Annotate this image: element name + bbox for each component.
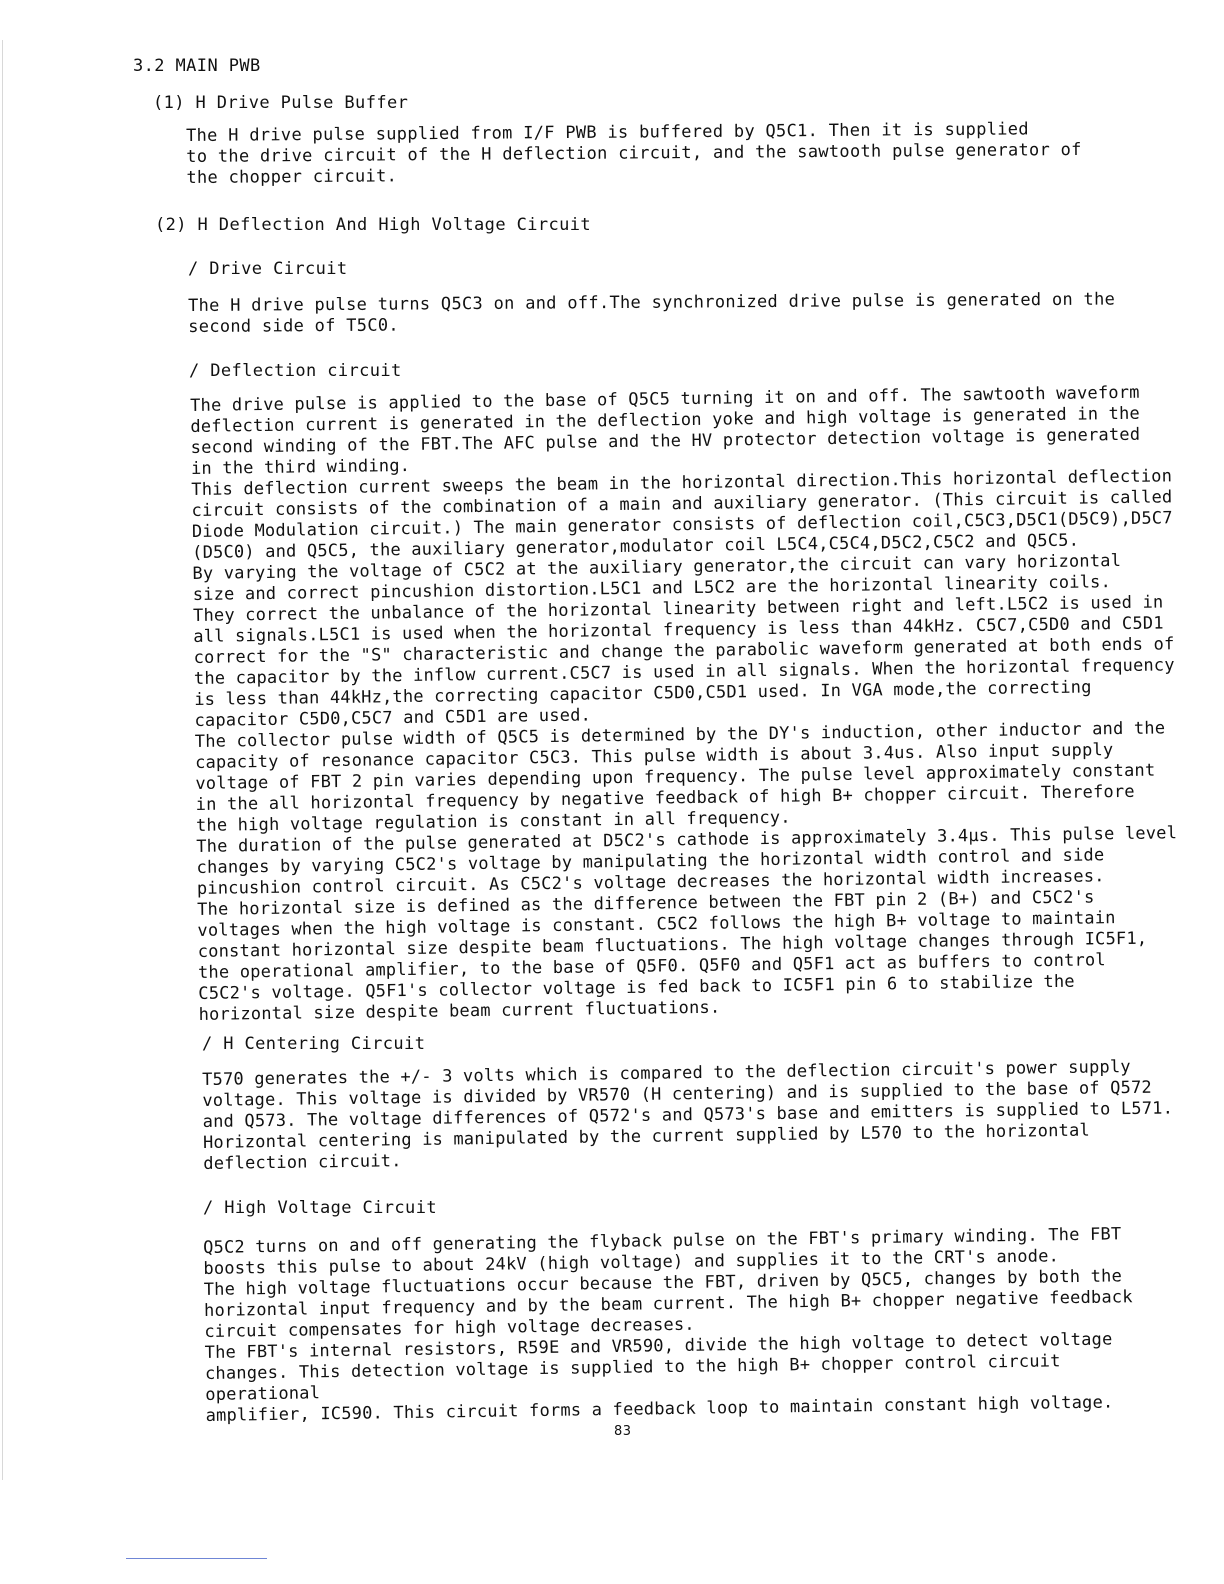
h-centering-heading: / H Centering Circuit — [202, 1034, 426, 1054]
h-centering-paragraph: T570 generates the +/- 3 volts which is compared to the deflection circuit's power supply voltage. This voltage is divided by VR570 (H centering) and is supplied to the base of Q572 and Q573. The voltage differences of Q572's and Q573's base and emitters is supplied to L571. Horizontal centering is manipulated by the current supplied by L570 to the horizontal deflection circuit. — [202, 1057, 1174, 1174]
high-voltage-paragraph: Q5C2 turns on and off generating the flyback pulse on the FBT's primary winding. The FBT boosts this pulse to about 24kV (high voltage) and supplies it to the CRT's anode. The high voltage fluctuations occur because the FBT, driven by Q5C5, changes by both the horizontal input frequency and by the beam current. The high B+ chopper negative feedback circuit compensates for high voltage decreases. The FBT's internal resistors, R59E and VR590, divide the high voltage to detect voltage changes. This detection voltage is supplied to the high B+ chopper control circuit operational amplifier, IC590. This circuit forms a feedback loop to maintain constant high voltage. — [203, 1224, 1133, 1426]
drive-circuit-paragraph: The H drive pulse turns Q5C3 on and off.The synchronized drive pulse is generated on the second side of T5C0. — [188, 289, 1116, 337]
h-deflection-heading: (2) H Deflection And High Voltage Circuit — [155, 215, 592, 235]
section-title: 3.2 MAIN PWB — [133, 56, 261, 76]
high-voltage-heading: / High Voltage Circuit — [203, 1198, 437, 1218]
drive-circuit-heading: / Drive Circuit — [188, 259, 348, 279]
h-drive-heading: (1) H Drive Pulse Buffer — [153, 93, 409, 113]
page-number: 83 — [614, 1424, 632, 1439]
scan-edge-line — [2, 40, 3, 1480]
deflection-circuit-paragraph: The drive pulse is applied to the base of Q5C5 turning it on and off. The sawtooth waveform deflection current is generated in the deflection yoke and high voltage is generated in the second winding of the FBT.The AFC pulse and the HV protector detection voltage is generated in the third winding. This deflection current sweeps the beam in the horizontal direction.This horizontal deflection circuit consists of the combination of a main and auxiliary generator. (This circuit is called Diode Modulation circuit.) The main generator consists of deflection coil,C5C3,D5C1(D5C9),D5C7 (D5C0) and Q5C5, the auxiliary generator,modulator coil L5C4,C5C4,D5C2,C5C2 and Q5C5. By varying the voltage of C5C2 at the auxiliary generator,the circuit can vary horizontal size and correct pincushion distortion.L5C1 and L5C2 are the horizontal linearity coils. They correct the unbalance of the horizontal linearity between right and left.L5C2 is used in all signals.L5C1 is used when the horizontal frequency is less than 44kHz. C5C7,C5D0 and C5D1 correct for the "S" characteristic and change the parabolic waveform generated at both ends of the capacitor by the inflow current.C5C7 is used in all signals. When the horizontal frequency is less than 44kHz,the correcting capacitor C5D0,C5D1 used. In VGA mode,the correcting capacitor C5D0,C5C7 and C5D1 are used. The collector pulse width of Q5C5 is determined by the DY's induction, other inductor and the capacity of resonance capacitor C5C3. This pulse width is about 3.4us. Also input supply voltage of FBT 2 pin varies depending upon frequency. The pulse level approximately constant in the all horizontal frequency by negative feedback of high B+ chopper circuit. Therefore the high voltage regulation is constant in all frequency. The duration of the pulse generated at D5C2's cathode is approximately 3.4µs. This pulse level changes by varying C5C2's voltage by manipulating the horizontal width control and side pincushion control circuit. As C5C2's voltage decreases the horizontal width increases. The horizontal size is defined as the difference between the FBT pin 2 (B+) and C5C2's voltages when the high voltage is constant. C5C2 follows the high B+ voltage to maintain constant horizontal size despite beam fluctuations. The high voltage changes through IC5F1, the operational amplifier, to the base of Q5F0. Q5F0 and Q5F1 act as buffers to control C5C2's voltage. Q5F1's collector voltage is fed back to IC5F1 pin 6 to stabilize the horizontal size despite beam current fluctuations. — [190, 382, 1178, 1025]
deflection-circuit-heading: / Deflection circuit — [189, 361, 402, 381]
h-drive-paragraph: The H drive pulse supplied from I/F PWB is buffered by Q5C1. Then it is supplied to the drive circuit of the H deflection circuit, and the sawtooth pulse generator of the chopper circuit. — [186, 119, 1082, 188]
footer-rule — [126, 1558, 267, 1559]
